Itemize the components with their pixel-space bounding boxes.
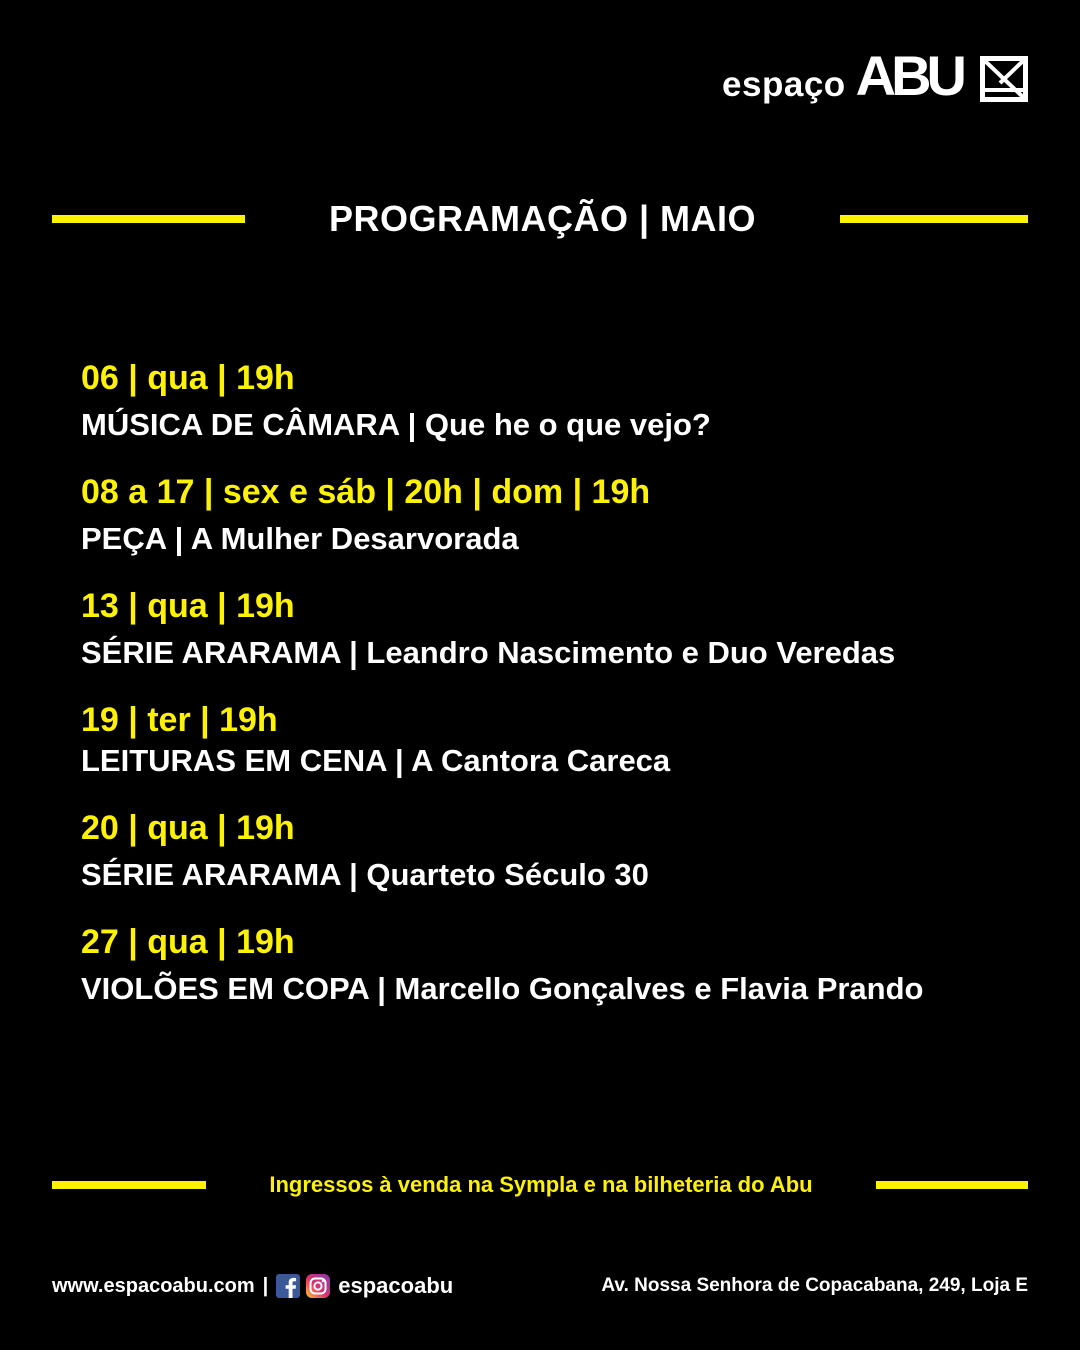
event-name: PEÇA | A Mulher Desarvorada: [81, 521, 519, 556]
event-name: SÉRIE ARARAMA | Leandro Nascimento e Duo Veredas: [81, 635, 896, 670]
event-date: 27 | qua | 19h: [81, 923, 295, 961]
page-title: PROGRAMAÇÃO | MAIO: [328, 198, 757, 239]
envelope-x-icon: [980, 56, 1028, 102]
title-divider-right: [840, 215, 1028, 223]
event-name: LEITURAS EM CENA | A Cantora Careca: [81, 743, 671, 778]
event-date: 19 | ter | 19h: [81, 701, 278, 739]
footer-contact: [52, 1273, 453, 1299]
header-row: [52, 195, 1028, 243]
event-name: MÚSICA DE CÂMARA | Que he o que vejo?: [81, 407, 711, 442]
footer: [52, 1270, 1028, 1302]
social-handle[interactable]: espacoabu: [338, 1273, 454, 1298]
event-name: VIOLÕES EM COPA | Marcello Gonçalves e Flavia Prando: [81, 971, 924, 1006]
event-date: 06 | qua | 19h: [81, 359, 295, 397]
event-list: [81, 357, 1041, 1035]
tickets-row: [52, 1168, 1028, 1202]
footer-separator: |: [262, 1274, 269, 1297]
event-item: [81, 471, 1041, 559]
event-item: [81, 357, 1041, 445]
event-item: [81, 585, 1041, 673]
event-item: [81, 807, 1041, 895]
event-name: SÉRIE ARARAMA | Quarteto Século 30: [81, 857, 649, 892]
brand-logo: [722, 44, 1028, 107]
brand-prefix: espaço: [722, 65, 846, 104]
website-link[interactable]: www.espacoabu.com: [52, 1274, 255, 1297]
tickets-info: Ingressos à venda na Sympla e na bilheteria do Abu: [269, 1172, 813, 1197]
venue-address: Av. Nossa Senhora de Copacabana, 249, Loja E: [601, 1275, 1028, 1296]
instagram-icon[interactable]: [306, 1274, 330, 1298]
event-date: 20 | qua | 19h: [81, 809, 295, 847]
tickets-divider-right: [876, 1181, 1028, 1189]
event-item: [81, 921, 1041, 1009]
event-item: [81, 699, 1041, 781]
brand-name: ABU: [855, 44, 962, 107]
event-date: 13 | qua | 19h: [81, 587, 295, 625]
event-date: 08 a 17 | sex e sáb | 20h | dom | 19h: [81, 473, 651, 511]
title-divider-left: [52, 215, 245, 223]
facebook-icon[interactable]: [276, 1274, 300, 1298]
tickets-divider-left: [52, 1181, 206, 1189]
